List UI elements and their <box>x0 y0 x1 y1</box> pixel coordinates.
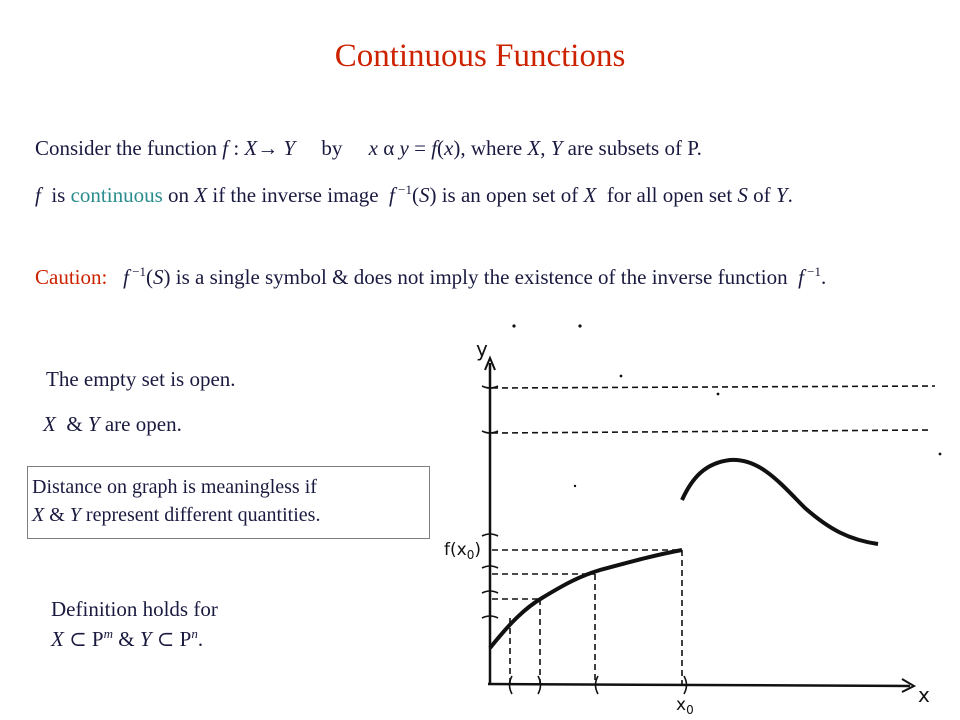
text: ( <box>411 183 419 207</box>
text: Consider the function <box>35 136 223 160</box>
symbol-f: f <box>798 265 804 289</box>
symbol-x: x <box>368 136 378 160</box>
symbol-X: X <box>194 183 208 207</box>
text: . <box>787 183 793 207</box>
x0-label <box>676 695 694 717</box>
note-line: Distance on graph is meaningless if <box>32 476 317 498</box>
slide-title: Continuous Functions <box>334 38 626 74</box>
symbol-x: x <box>444 136 454 160</box>
text: if the inverse image <box>207 183 390 207</box>
definition-line: Definition holds for <box>51 597 218 621</box>
symbol-S: S <box>153 265 164 289</box>
keyword-continuous: continuous <box>70 183 163 207</box>
symbol-Y: Y <box>775 183 788 207</box>
empty-set-statement: The empty set is open. <box>46 367 236 391</box>
text: & <box>55 412 88 436</box>
text: = <box>408 136 432 160</box>
x0-subscript: 0 <box>686 703 694 717</box>
text: , <box>540 136 551 160</box>
text: by <box>295 136 369 160</box>
text: ) is a single symbol & does not imply the existence of the inverse function <box>163 265 799 289</box>
y-axis-label: y <box>476 337 488 361</box>
symbol-X: X <box>583 183 597 207</box>
dashed-line <box>492 430 930 433</box>
subset-symbol: ⊂ P <box>63 627 104 651</box>
superscript: −1 <box>394 182 412 197</box>
subset-symbol: ⊂ P <box>151 627 192 651</box>
symbol-f: f <box>389 183 395 207</box>
text: ( <box>146 265 154 289</box>
superscript: −1 <box>128 264 147 279</box>
paragraph-caution <box>35 262 915 292</box>
symbol-Y: Y <box>87 412 100 436</box>
text: is <box>40 183 71 207</box>
x-axis <box>488 684 910 686</box>
symbol-X: X <box>43 412 56 436</box>
text: ( <box>437 136 445 160</box>
text: & <box>113 627 140 651</box>
symbol-X: X <box>32 504 45 526</box>
paragraph-function-definition <box>35 133 915 163</box>
fx0-text: f(x <box>444 540 467 560</box>
xy-open-statement <box>43 409 182 439</box>
dashed-line <box>492 386 935 388</box>
fx0-close: ) <box>474 540 481 560</box>
symbol-f: f <box>431 136 438 160</box>
text: are subsets of P. <box>562 136 702 160</box>
fx0-subscript: 0 <box>466 548 475 562</box>
x0-text: x <box>676 695 687 715</box>
symbol-S: S <box>737 183 748 207</box>
symbol-Y: Y <box>139 627 152 651</box>
superscript: −1 <box>803 264 822 279</box>
note-line <box>32 501 429 529</box>
symbol-Y: Y <box>550 136 563 160</box>
x-axis-label: x <box>918 683 930 707</box>
symbol-f: f <box>35 183 41 207</box>
function-curve-right <box>682 460 878 544</box>
text: represent different quantities. <box>80 504 321 526</box>
fx0-label <box>444 540 481 562</box>
symbol-f: f <box>123 265 129 289</box>
note-box <box>27 466 430 539</box>
caution-label: Caution: <box>35 265 108 289</box>
text: of <box>747 183 776 207</box>
arrow-symbol: → <box>257 136 279 160</box>
text: ), where <box>453 136 528 160</box>
function-curve-left <box>490 550 682 648</box>
text: for all open set <box>596 183 738 207</box>
text: & <box>44 504 70 526</box>
text: ) is an open set of <box>429 183 584 207</box>
function-graph <box>430 318 960 720</box>
symbol-X: X <box>51 627 64 651</box>
text <box>107 265 123 289</box>
symbol-Y: Y <box>69 504 81 526</box>
superscript-m: m <box>103 626 113 641</box>
paragraph-continuity-definition <box>35 180 915 210</box>
superscript-n: n <box>191 626 198 641</box>
symbol-S: S <box>418 183 430 207</box>
text: are open. <box>99 412 182 436</box>
text: on <box>162 183 195 207</box>
symbol-Y: Y <box>278 136 296 160</box>
symbol-X: X <box>527 136 541 160</box>
maps-symbol: α <box>378 136 400 160</box>
symbol-y: y <box>399 136 409 160</box>
definition-line <box>51 624 218 654</box>
definition-note <box>51 594 218 654</box>
symbol-X: X <box>244 136 258 160</box>
symbol-f: f <box>222 136 229 160</box>
text: : <box>228 136 245 160</box>
text: . <box>821 265 827 289</box>
text: . <box>197 627 204 651</box>
